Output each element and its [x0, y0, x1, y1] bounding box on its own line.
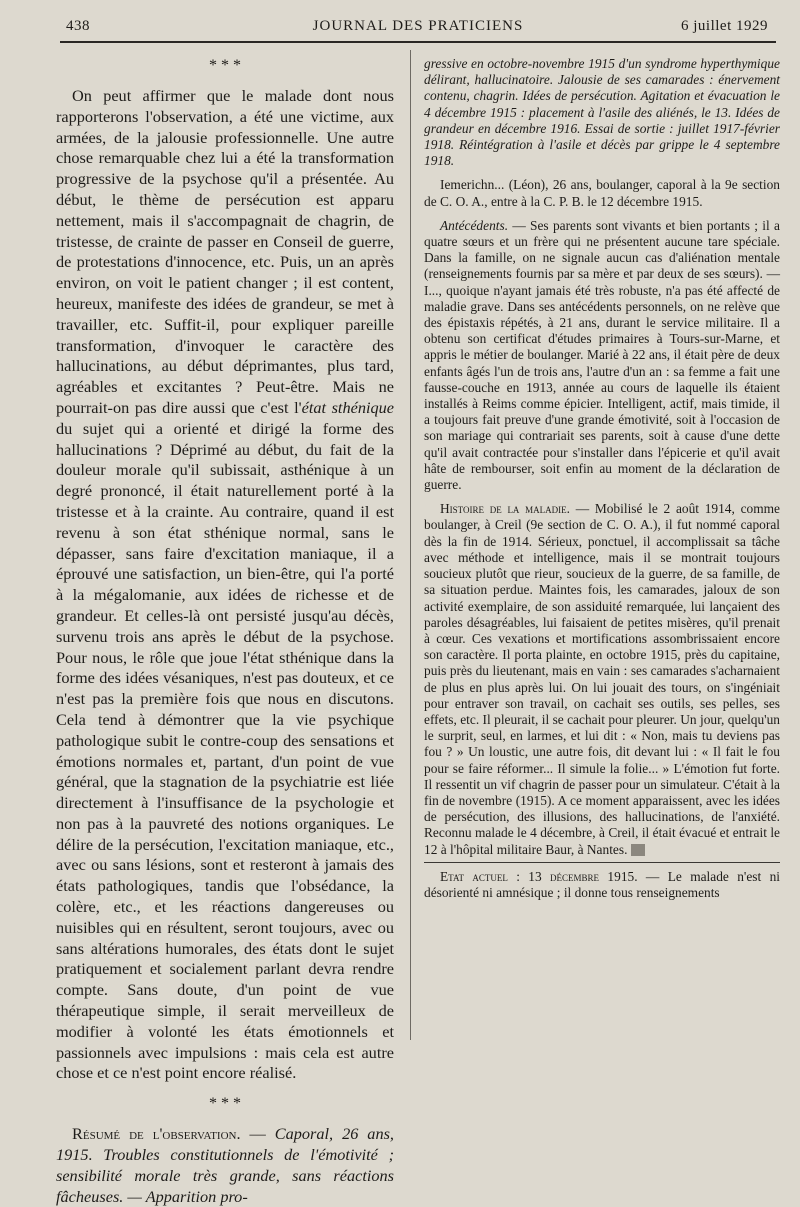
discussion-paragraph: On peut affirmer que le malade dont nous rapporterons l'observation, a été une victime, aux armées, de la jalousie professionnelle. Une autre chose remarquable chez lui a été la transformation progressive de la psychose qu'il a présentée. Au début, le thème de persécution est apparu nettement, mais il s'accompagnait de chagrin, de tristesse, de crainte de passer en Conseil de guerre, de protestations d'innocence, etc. Puis, un an après environ, on voit le patient changer ; il est content, heureux, manifeste des idées de grandeur, se met à travailler, etc. Suffit-il, pour expliquer pareille transformation, d'invoquer le caractère des hallucinations, au début déprimantes, plus tard, agréables et excitantes ? Peut-être. Mais ne pourrait-on pas dire aussi que c'est l'état sthénique du sujet qui a orienté et dirigé la forme des hallucinations ? Déprimé au début, du fait de la douleur morale qu'il subissait, asthénique à un degré prononcé, il était naturellement porté à la tristesse et à la crainte. Au contraire, quand il est revenu à son état sthénique normal, sans le dépasser, sans faire d'excitation maniaque, il a éprouvé une satisfaction, un bien-être, qui l'a porté à la mégalomanie, aux idées de richesse et de grandeur. Et celles-là ont persisté jusqu'au décès, survenu trois ans après le début de la psychose. Pour nous, le rôle que joue l'état sthénique dans la forme des idées vésaniques, n'est pas douteux, et ce n'est pas la première fois que nous en discutons. Cela tend à démontrer que la vie psychique pathologique subit le contre-coup des sensations et émotions normales et, partant, d'un point de vue général, que la stagnation de la psychiatrie est liée directement à l'insuffisance de la psychologie et non pas à la pauvreté des notions organiques. Le délire de la persécution, l'excitation maniaque, etc., avec ou sans lésions, sont et resteront à jamais des états pathologiques, tandis que l'obsédance, la colère, etc., et les réactions dangereuses ou nuisibles qui en résultent, seront toujours, avec ou sans altérations humorales, des états dont le sujet pratiquement et socialement parlant devra rendre compte. Sans doute, d'un point de vue thérapeutique simple, il serait merveilleux de modifier à volonté les états émotionnels et passionnels avec impulsions : mais cela est autre chose et ce n'est point encore réalisé. — [56, 86, 394, 1083]
right-column — [424, 56, 780, 901]
etat-paragraph: Etat actuel : 13 décembre 1915. — Le malade n'est ni désorienté ni amnésique ; il donne tous renseignements — [424, 868, 780, 900]
left-column — [56, 56, 394, 1207]
antecedents-heading: Antécédents. — [440, 217, 509, 233]
etat-heading: Etat actuel : 13 décembre 1915. — [440, 868, 638, 884]
library-stamp-icon — [631, 844, 645, 856]
antecedents-paragraph: Antécédents. — Ses parents sont vivants et bien portants ; il a quatre sœurs et un frère qui ne présentent aucune tare spéciale. Dans la famille, on ne signale aucun cas d'aliénation mentale (renseignements fournis par sa mère et par deux de ses sœurs). — I..., quoique n'ayant jamais été très robuste, n'a pas été affecté de maladie grave. Dans ses antécédents personnels, on ne relève que des épistaxis répétés, à 21 ans, durant le service militaire. Il a obtenu son certificat d'études primaires à Tours-sur-Marne, et appris le métier de boulanger. Marié à 22 ans, il était père de deux enfants âgés l'un de trois ans, l'autre d'un an : sa femme a fait une fausse-couche en 1913, année au cours de laquelle ils étaient installés à Reims comme épicier. Intelligent, actif, mais timide, il a toujours fait preuve d'une grande émotivité, soit à l'occasion de son mariage qui contrariait ses parents, soit à cause d'une dette qu'il avait contractée pour s'installer dans l'épicerie et qu'il avait hâte de rembourser, soit enfin au moment de la déclaration de guerre. — [424, 217, 780, 493]
section-separator-stars: * * * — [209, 57, 241, 74]
section-rule — [424, 862, 780, 863]
resume-paragraph: Résumé de l'observation. — Caporal, 26 ans, 1915. Troubles constitutionnels de l'émotivité ; sensibilité morale très grande, sans réactions fâcheuses. — Apparition pro- — [56, 1124, 394, 1206]
page-number: 438 — [66, 18, 90, 34]
journal-title: JOURNAL DES PRATICIENS — [312, 18, 524, 34]
section-separator-stars-2: * * * — [209, 1095, 241, 1113]
issue-date: 6 juillet 1929 — [681, 18, 768, 34]
resume-heading: Résumé de l'observation. — [72, 1124, 241, 1144]
resume-continuation: gressive en octobre-novembre 1915 d'un syndrome hyperthymique délirant, hallucinatoire. Jalousie de ses camarades : énervement contenu, chagrin. Idées de persécution. Agitation et évacuation le 4 décembre 1915 : placement à l'asile des aliénés, le 13. Idées de grandeur en décembre 1916. Essai de sortie : juillet 1917-février 1918. Réintégration à l'asile et décès par grippe le 4 septembre 1918. — [424, 56, 780, 169]
histoire-heading: Histoire de la maladie. — [440, 501, 570, 517]
page-header — [56, 16, 780, 40]
header-rule — [60, 41, 776, 43]
histoire-paragraph: Histoire de la maladie. — Mobilisé le 2 août 1914, comme boulanger, à Creil (9e section de C. O. A.), il fut nommé caporal dès la fin de 1914. Sérieux, ponctuel, il accomplissait sa tâche avec méthode et intelligence, mais il se montrait toujours soucieux plutôt que rieur, soucieux de la guerre, de sa famille, de sa situation perdue. Maintes fois, les camarades, jaloux de son activité exemplaire, de son assiduité remarquée, lui lançaient des paroles désagréables, lui faisaient de petites misères, qu'il prenait à cœur. Ces vexations et mortifications assombrissaient encore son caractère. Il porta plainte, en octobre 1915, près du capitaine, puis près du lieutenant, mais en vain : ses camarades s'acharnaient de plus en plus après lui. On lui jouait des tours, on s'ingéniait pour entraver son travail, on cachait ses outils, ses pelles, ses effets, etc. Il pleurait, il se cachait pour pleurer. Un jour, quelqu'un le surprit, seul, en larmes, et lui dit : « Non, mais tu deviens pas fou ? » Un loustic, une autre fois, dit devant lui : « Il fait le fou pour se faire réformer... Il simule la folie... » L'émotion fut forte. Il ressentit un vif chagrin de passer pour un simulateur. C'était à la fin de novembre (1915). A ce moment apparaissent, avec les idées de persécution, des illusions, des hallucinations, de l'anxiété. Reconnu malade le 4 décembre, à Creil, il était évacué et entrait le 12 à l'hôpital militaire Baur, à Nantes. — [424, 501, 780, 857]
patient-identity: Iemerichn... (Léon), 26 ans, boulanger, caporal à la 9e section de C. O. A., entre à la C. P. B. le 12 décembre 1915. — [424, 177, 780, 209]
column-divider — [410, 50, 411, 1040]
